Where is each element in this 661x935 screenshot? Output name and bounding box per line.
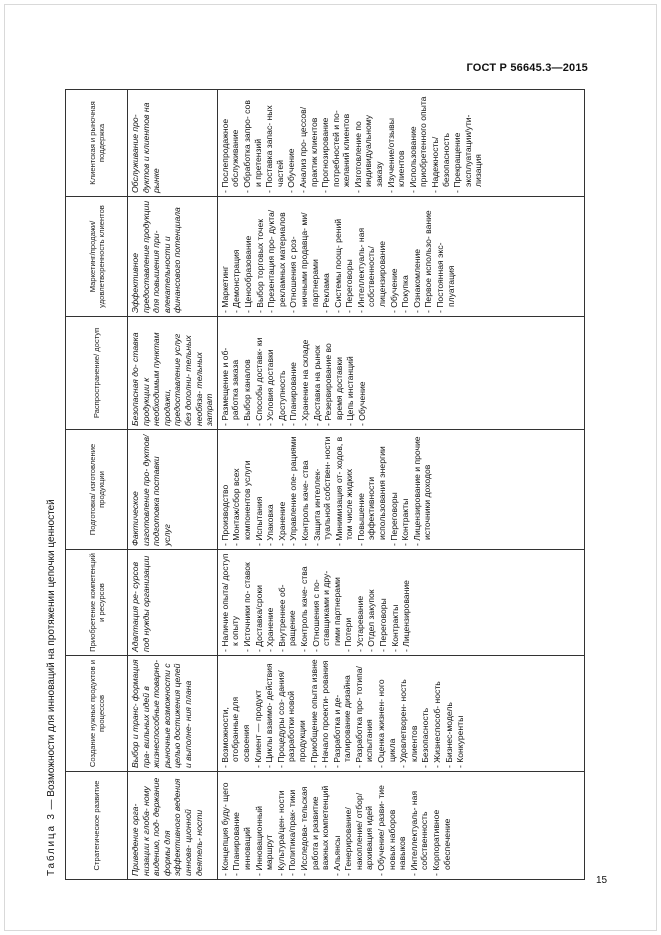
list-item: - Контроль каче- ства [300, 433, 311, 546]
list-item: - Защита интеллек- туальной собствен- ности [312, 433, 333, 546]
table-header-row [66, 90, 128, 880]
list-item: - Альянсы [332, 775, 343, 876]
list-item: - Начало проекти- рования [320, 659, 331, 768]
list-item: - Покупка [400, 200, 411, 313]
column-header: Маркетинг/продажи/ удовлетворенность клиентов [66, 197, 128, 317]
list-item: - Планирование инноваций [231, 775, 252, 876]
list-item: - Поставка запас- ных частей [264, 93, 285, 193]
list-item: - Клиент — продукт [253, 659, 264, 768]
list-item: - Исследова- тельская работа и развитие важных компетенций [299, 775, 331, 876]
list-item: - Корпоративное обеспечение [431, 775, 452, 876]
list-item: - Ценообразование [243, 200, 254, 313]
list-item: - Обучение [286, 93, 297, 193]
list-item: - Процедуры соз- дания/разработки новой продукции [276, 659, 308, 768]
rotated-table-block [45, 90, 585, 880]
list-item: - Отдел закупок [366, 553, 377, 652]
column-header: Создание нужных продуктов и процессов [66, 656, 128, 772]
list-item: - Контроль каче- ства [299, 553, 310, 652]
column-header: Распространение/ доступ [66, 317, 128, 430]
list-item: - Переговоры [389, 433, 400, 546]
list-item: - Доступность [277, 320, 288, 426]
list-item: - Источники по- ставок [242, 553, 253, 652]
list-item: - Потери [343, 553, 354, 652]
list-item: - Обучение/ разви- тие новых наборов навыков [376, 775, 408, 876]
list-item: - Хранение на складе [300, 320, 311, 426]
list-item: - Контракты [400, 433, 411, 546]
list-item: - Устаревание [355, 553, 366, 652]
list-item: - Отношения с по- ставщиками и дру- гими партнерами [311, 553, 343, 652]
list-item: - Циклы взаимо- действия [264, 659, 275, 768]
list-item: - Условия доставки [265, 320, 276, 426]
list-item: - Культура/цен- ности [276, 775, 287, 876]
list-item: - Минимизация от- ходов, в том числе жидких [334, 433, 355, 546]
list-item: - Прогнозирование потребностей и по- желаний клиентов [320, 93, 352, 193]
list-item: - Обучение [389, 200, 400, 313]
list-item: - Обучение [357, 320, 368, 426]
list-item: - Доставка/сроки [254, 553, 265, 652]
list-item: - Упаковка [265, 433, 276, 546]
list-item: - Переговоры [378, 553, 389, 652]
table-caption-text: — Возможности для инноваций на протяжении цепочки ценностей [46, 499, 57, 813]
list-item: - Интеллектуаль- ная собственность [409, 775, 430, 876]
list-item: - Анализ про- цессов/практик клиентов [298, 93, 319, 193]
list-item: - Наличие опыта/ доступ к опыту [220, 553, 241, 652]
list-item: - Монтаж/сбор всех компонентов услуги [231, 433, 252, 546]
items-cell [217, 550, 584, 656]
list-item: - Постоянная экс- плуатация [435, 200, 456, 313]
list-item: - Прекращение эксплуатации/ути- лизация [452, 93, 484, 193]
description-cell: Фактическое изготовление про- дуктов/подготовка поставки услуг [128, 430, 218, 550]
list-item: - Системы поощ- рений [333, 200, 344, 313]
list-item: - Демонстрация [231, 200, 242, 313]
list-item: - Презентация про- дукта/рекламных материалов [266, 200, 287, 313]
list-item: - Изучение/отзывы клиентов [386, 93, 407, 193]
list-item: - Маркетинг [220, 200, 231, 313]
list-item: - Реклама [321, 200, 332, 313]
list-item: - Повышение эффективности использования энергии [356, 433, 388, 546]
list-item: - Использование приобретенного опыта [408, 93, 429, 193]
list-item: - Способы доставк- ки [254, 320, 265, 426]
list-item: - Удовлетворен- ность клиентов [398, 659, 419, 768]
item-list [220, 775, 452, 876]
column-header: Приобретение компетенций и ресурсов [66, 550, 128, 656]
item-list [220, 93, 484, 193]
item-list [220, 200, 456, 313]
items-cell [217, 772, 584, 880]
list-item: - Возможности, отобранные для освоения [220, 659, 252, 768]
page-number: 15 [596, 875, 608, 886]
list-item: - Оценка жизнен- ного цикла [376, 659, 397, 768]
list-item: - Первое использо- вание [423, 200, 434, 313]
list-item: - Генерирование/ накопление/ отбор/архивация идей [343, 775, 375, 876]
list-item: - Цепь инстанций [345, 320, 356, 426]
description-cell: Выбор и транс- формация пра- вильных идей в жизнеспособные товарно-рыночные возможности с целью достижения целей и выполне- ния плана [128, 656, 218, 772]
description-cell: Безопасная до- ставка продукции к необходимым пунктам продажи, предоставление услуг без дополни- тельных необяза- тельных затрат [128, 317, 218, 430]
list-item: - Лицензирование [401, 553, 412, 652]
list-item: - Внутреннее об- ращение [277, 553, 298, 652]
item-list [220, 433, 433, 546]
items-cell [217, 317, 584, 430]
items-cell [217, 430, 584, 550]
items-cell [217, 90, 584, 197]
list-item: - Выбор каналов [242, 320, 253, 426]
list-item: - Производство [220, 433, 231, 546]
list-item: - Конкуренты [455, 659, 466, 768]
list-item: - Планирование [288, 320, 299, 426]
list-item: - Доставка на рынок [312, 320, 323, 426]
list-item: - Обработка запро- сов и претензий [242, 93, 263, 193]
item-list [220, 320, 368, 426]
list-item: - Жизнеспособ- ность [432, 659, 443, 768]
list-item: - Интеллектуаль- ная собственность/ лицензирование [356, 200, 388, 313]
list-item: - Безопасность [420, 659, 431, 768]
items-cell [217, 656, 584, 772]
description-cell: Обслуживание про- дуктов и клиентов на рынке [128, 90, 218, 197]
description-cell: Адаптация ре- сурсов под нужды организации [128, 550, 218, 656]
innovation-value-chain-table [65, 89, 585, 880]
column-header: Клиентская и рыночная поддержка [66, 90, 128, 197]
list-item: - Концепция буду- щего [220, 775, 231, 876]
table-caption [45, 90, 65, 880]
description-cell: Приведение орга- низации к глоба- ному видению, под- держание формы для эффективного ведения иннова- ционной деятель- ности [128, 772, 218, 880]
document-id-header: ГОСТ Р 56645.3—2015 [466, 62, 588, 74]
table-items-row [217, 90, 584, 880]
list-item: - Политика/прак- тики [287, 775, 298, 876]
item-list [220, 553, 412, 652]
list-item: - Резервирование во время доставки [323, 320, 344, 426]
list-item: - Хранение [277, 433, 288, 546]
item-list [220, 659, 466, 768]
list-item: - Выбор торговых точек [255, 200, 266, 313]
column-header: Подготовка/ изготовление продукции [66, 430, 128, 550]
list-item: - Инновационный маршрут [254, 775, 275, 876]
table-caption-label: Таблица 3 [46, 812, 57, 876]
list-item: - Разработка про- тотипа/испытания [354, 659, 375, 768]
items-cell [217, 197, 584, 317]
list-item: - Надежность/ безопасность [430, 93, 451, 193]
list-item: - Испытания [254, 433, 265, 546]
list-item: - Ознакомление [412, 200, 423, 313]
list-item: - Послепродажное обслуживание [220, 93, 241, 193]
list-item: - Лицензирование и прочие источники доходов [412, 433, 433, 546]
list-item: - Приобщение опыта извне [309, 659, 320, 768]
list-item: - Отношения с роз- ничными продавца- ми/партнерами [288, 200, 320, 313]
list-item: - Управление опе- рациями [288, 433, 299, 546]
table-description-row [128, 90, 218, 880]
list-item: - Бизнес-модель [444, 659, 455, 768]
list-item: - Изготовление по индивидуальному заказу [353, 93, 385, 193]
description-cell: Эффективное предоставление продукции для повышения при- влекательности и финансового потенциала [128, 197, 218, 317]
list-item: - Контракты [390, 553, 401, 652]
list-item: - Хранение [265, 553, 276, 652]
column-header: Стратегическое развитие [66, 772, 128, 880]
list-item: - Разработка и де- талирование дизайна [332, 659, 353, 768]
list-item: - Размещение и об- работка заказа [220, 320, 241, 426]
list-item: - Переговоры [344, 200, 355, 313]
